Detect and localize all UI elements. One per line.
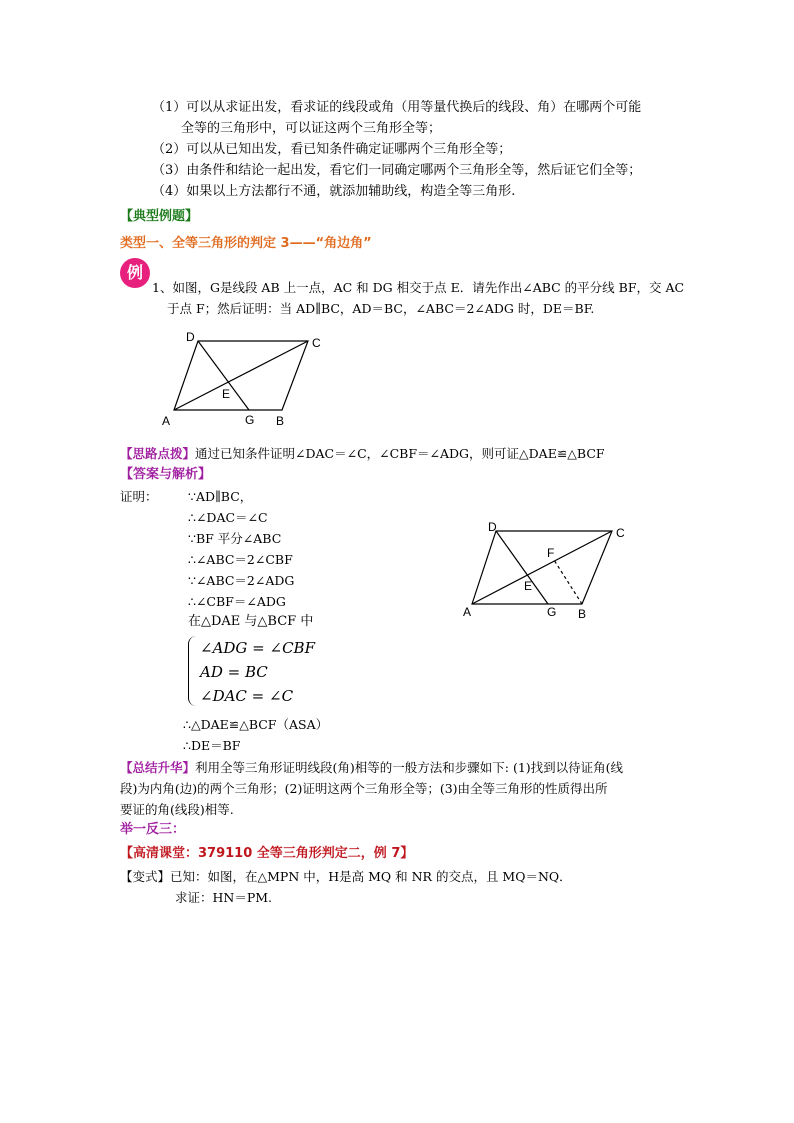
- proof-step-6: ∴∠CBF＝∠ADG: [188, 594, 286, 609]
- variant-prove: 求证：HN＝PM.: [175, 890, 273, 905]
- hint-line: [120, 444, 605, 464]
- example-badge-text: 例: [126, 263, 143, 282]
- label-g: G: [245, 413, 255, 427]
- proof-intro: 证明：: [120, 489, 158, 504]
- proof-step-2: ∴∠DAC＝∠C: [188, 510, 268, 525]
- label-d: D: [186, 330, 195, 344]
- proof-step-3: ∵BF 平分∠ABC: [188, 531, 282, 546]
- proof-step-7: 在△DAE 与△BCF 中: [188, 614, 314, 629]
- equation-brace: [188, 636, 197, 706]
- analogy-heading: 举一反三：: [120, 822, 186, 837]
- label-c-2: C: [616, 526, 625, 540]
- hint-label: 【思路点拨】: [120, 446, 196, 461]
- proof-conclusion-1: ∴△DAE≌△BCF（ASA）: [183, 717, 329, 732]
- summary-line-1: [120, 758, 623, 778]
- label-d-2: D: [488, 520, 497, 534]
- figure-1: [158, 326, 338, 432]
- label-a-2: A: [463, 605, 472, 619]
- system-eq-1: ∠ADG = ∠CBF: [200, 639, 315, 657]
- label-f-2: F: [547, 546, 555, 560]
- variant-line: [120, 867, 572, 887]
- method-3: （3）由条件和结论一起出发，看它们一同确定哪两个三角形全等，然后证它们全等；: [152, 163, 642, 178]
- proof-conclusion-2: ∴DE＝BF: [183, 738, 241, 753]
- method-2: （2）可以从已知出发，看已知条件确定证哪两个三角形全等；: [152, 142, 512, 157]
- label-g-2: G: [547, 605, 557, 619]
- label-b-2: B: [578, 607, 587, 621]
- label-a: A: [162, 414, 171, 428]
- segment-bf-dashed: [554, 560, 582, 604]
- method-1: （1）可以从求证出发，看求证的线段或角（用等量代换后的线段、角）在哪两个可能: [152, 100, 642, 115]
- summary-text-1: 利用全等三角形证明线段(角)相等的一般方法和步骤如下: (1)找到以待证角(线: [195, 760, 624, 775]
- figure-2: [458, 516, 638, 624]
- segment-dg-2: [496, 531, 548, 604]
- system-eq-3: ∠DAC = ∠C: [200, 687, 294, 705]
- label-b: B: [276, 414, 285, 428]
- method-1-cont: 全等的三角形中，可以证这两个三角形全等；: [181, 121, 442, 136]
- variant-label: 【变式】: [120, 869, 171, 884]
- type-heading: 类型一、全等三角形的判定 3——“角边角”: [120, 236, 372, 251]
- summary-label: 【总结升华】: [120, 760, 196, 775]
- summary-line-3: 要证的角(线段)相等.: [120, 802, 234, 817]
- hint-text: 通过已知条件证明∠DAC＝∠C，∠CBF＝∠ADG，则可证△DAE≌△BCF: [195, 446, 605, 461]
- proof-step-1: ∵AD∥BC，: [188, 489, 253, 504]
- method-4: （4）如果以上方法都行不通，就添加辅助线，构造全等三角形.: [152, 184, 516, 199]
- example-badge-icon: [120, 258, 150, 288]
- label-e-2: E: [524, 579, 533, 593]
- proof-step-4: ∴∠ABC＝2∠CBF: [188, 552, 293, 567]
- proof-step-5: ∵∠ABC＝2∠ADG: [188, 573, 295, 588]
- course-heading: 【高清课堂：379110 全等三角形判定二，例 7】: [120, 846, 414, 861]
- system-eq-2: AD = BC: [200, 663, 268, 681]
- label-c: C: [312, 336, 321, 350]
- variant-text: 已知：如图，在△MPN 中，H是高 MQ 和 NR 的交点，且 MQ＝NQ．: [170, 869, 572, 884]
- summary-line-2: 段)为内角(边)的两个三角形；(2)证明这两个三角形全等；(3)由全等三角形的性质得出所: [120, 781, 608, 796]
- label-e: E: [222, 387, 231, 401]
- problem-line-1: 1、如图，G是线段 AB 上一点，AC 和 DG 相交于点 E．请先作出∠ABC 的平分线 BF，交 AC: [152, 280, 685, 295]
- typical-heading: 【典型例题】: [120, 209, 199, 224]
- problem-line-2: 于点 F；然后证明：当 AD∥BC，AD＝BC，∠ABC＝2∠ADG 时，DE＝BF.: [167, 301, 595, 316]
- answer-label: 【答案与解析】: [120, 467, 212, 482]
